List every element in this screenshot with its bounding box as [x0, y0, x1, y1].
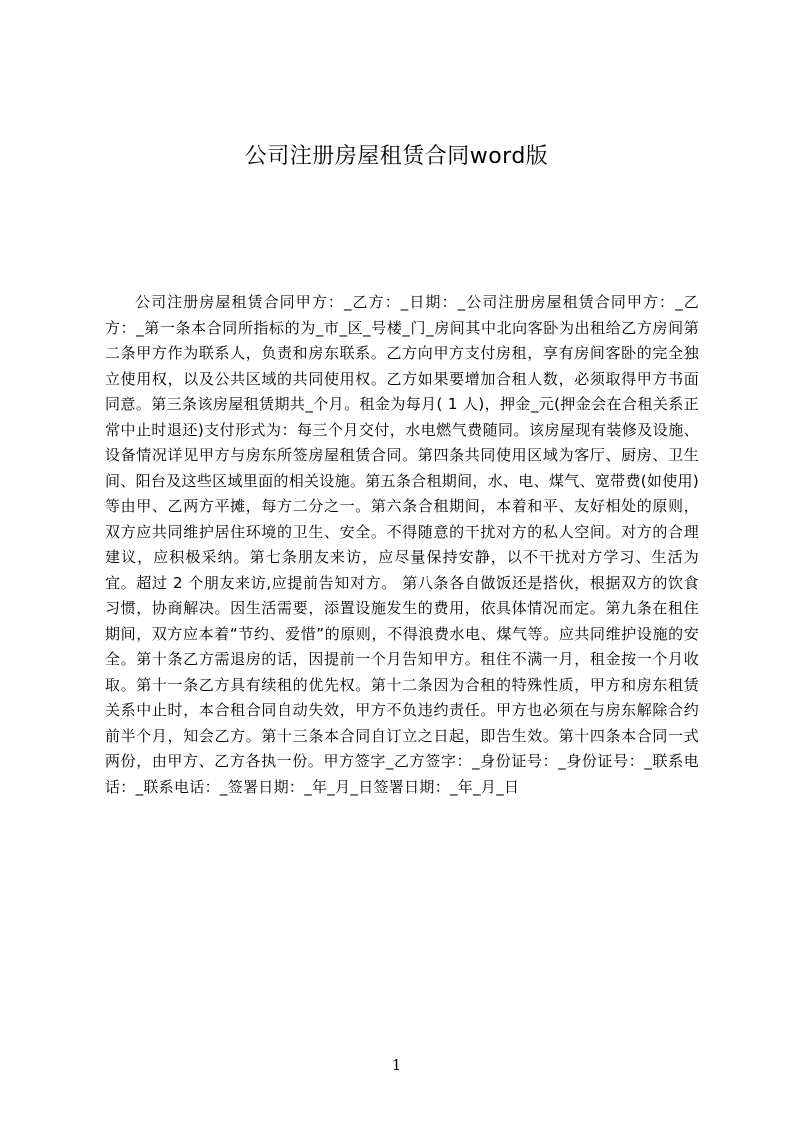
page-number: 1	[391, 1056, 402, 1074]
contract-body-text: 公司注册房屋租赁合同甲方：_乙方：_日期：_公司注册房屋租赁合同甲方：_乙方：_第一条本合同所指标的为_市_区_号楼_门_房间其中北向客卧为出租给乙方房间第二条甲方作为联系人，负责和房东联系。乙方向甲方支付房租，享有房间客卧的完全独立使用权，以及公共区域的共同使用权。乙方如果要增加合租人数，必须取得甲方书面同意。第三条该房屋租赁期共_个月。租金为每月( 1 人)，押金_元(押金会在合租关系正常中止时退还)支付形式为：每三个月交付，水电燃气费随同。该房屋现有装修及设施、设备情况详见甲方与房东所签房屋租赁合同。第四条共同使用区域为客厅、厨房、卫生间、阳台及这些区域里面的相关设施。第五条合租期间，水、电、煤气、宽带费(如使用)等由甲、乙两方平摊，每方二分之一。第六条合租期间，本着和平、友好相处的原则，双方应共同维护居住环境的卫生、安全。不得随意的干扰对方的私人空间。对方的合理建议，应积极采纳。第七条朋友来访，应尽量保持安静，以不干扰对方学习、生活为宜。超过 2 个朋友来访,应提前告知对方。 第八条各自做饭还是搭伙，根据双方的饮食习惯，协商解决。因生活需要，添置设施发生的费用，依具体情况而定。第九条在租住期间，双方应本着“节约、爱惜”的原则，不得浪费水电、煤气等。应共同维护设施的安全。第十条乙方需退房的话，因提前一个月告知甲方。租住不满一月，租金按一个月收取。第十一条乙方具有续租的优先权。第十二条因为合租的特殊性质，甲方和房东租赁关系中止时，本合租合同自动失效，甲方不负违约责任。甲方也必须在与房东解除合约前半个月，知会乙方。第十三条本合同自订立之日起，即告生效。第十四条本合同一式两份，由甲方、乙方各执一份。甲方签字_乙方签字：_身份证号：_身份证号：_联系电话：_联系电话：_签署日期：_年_月_日签署日期：_年_月_日	[105, 293, 699, 796]
document-title: 公司注册房屋租赁合同word版	[244, 144, 549, 169]
